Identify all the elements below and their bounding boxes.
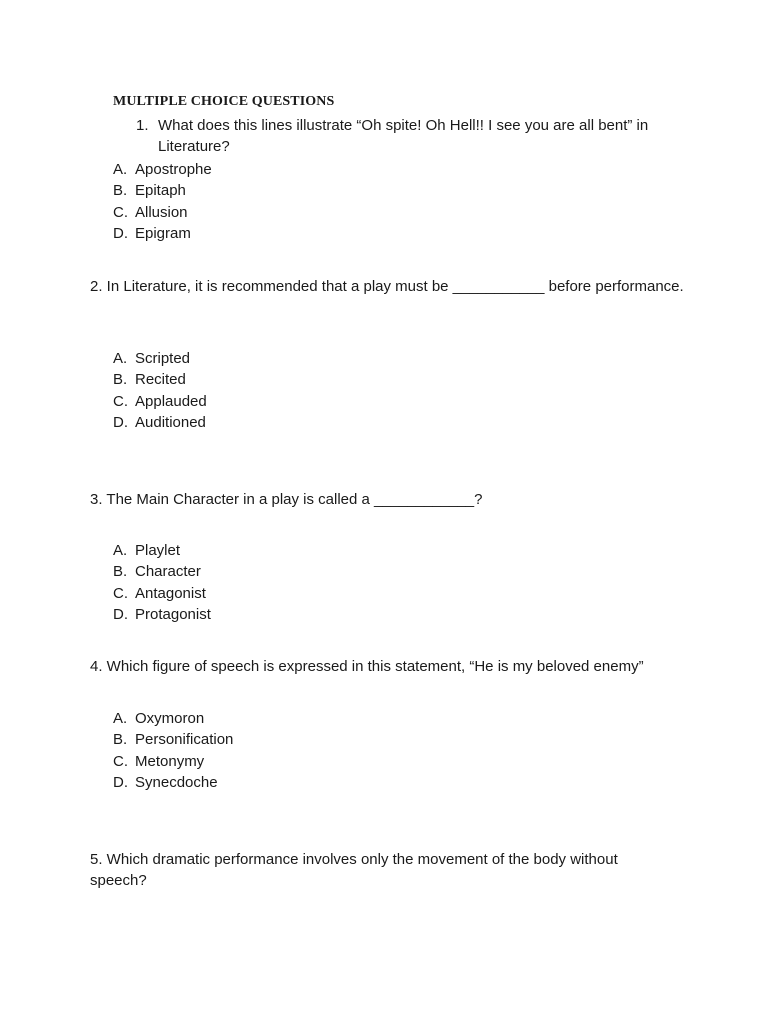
option-text: Synecdoche	[135, 773, 218, 791]
option-letter: C.	[113, 392, 128, 410]
option-letter: C.	[113, 203, 128, 221]
option-letter: B.	[113, 182, 128, 200]
option-item	[113, 202, 212, 223]
option-text: Scripted	[135, 350, 191, 367]
section-heading: MULTIPLE CHOICE QUESTIONS	[113, 94, 335, 109]
option-text: Protagonist	[135, 605, 211, 623]
option-item	[113, 412, 207, 433]
options-question-4	[113, 708, 233, 793]
option-item	[113, 391, 207, 412]
options-question-2	[113, 348, 207, 433]
option-letter: A.	[113, 710, 128, 727]
question-number: 1.	[136, 117, 149, 134]
option-item	[113, 751, 233, 772]
option-text: Playlet	[135, 542, 181, 559]
option-text: Auditioned	[135, 413, 206, 431]
option-item	[113, 348, 207, 369]
option-letter: D.	[113, 413, 128, 431]
option-item	[113, 223, 212, 244]
option-item	[113, 708, 233, 729]
option-item	[113, 540, 211, 561]
option-item	[113, 583, 211, 604]
options-question-3	[113, 540, 211, 625]
question-4: 4. Which figure of speech is expressed in this statement, “He is my beloved enemy”	[90, 658, 644, 675]
option-text: Oxymoron	[135, 710, 205, 727]
option-letter: C.	[113, 752, 128, 770]
option-text: Apostrophe	[135, 161, 212, 178]
option-item	[113, 604, 211, 625]
question-text: What does this lines illustrate “Oh spite! Oh Hell!! I see you are all bent” in Literature?	[158, 117, 649, 155]
option-text: Recited	[135, 371, 186, 389]
option-letter: D.	[113, 224, 128, 242]
option-text: Epigram	[135, 224, 191, 242]
option-letter: B.	[113, 731, 128, 749]
option-text: Epitaph	[135, 182, 186, 200]
option-letter: A.	[113, 350, 128, 367]
option-text: Character	[135, 563, 201, 581]
option-text: Allusion	[135, 203, 188, 221]
options-question-1	[113, 159, 212, 244]
option-text: Metonymy	[135, 752, 205, 770]
option-letter: A.	[113, 161, 128, 178]
question-1	[136, 115, 681, 157]
option-letter: B.	[113, 563, 128, 581]
option-text: Applauded	[135, 392, 207, 410]
question-5: 5. Which dramatic performance involves only the movement of the body without speech?	[90, 851, 618, 889]
option-item	[113, 561, 211, 582]
option-item	[113, 159, 212, 180]
option-text: Personification	[135, 731, 234, 749]
option-letter: C.	[113, 584, 128, 602]
option-item	[113, 729, 233, 750]
question-2: 2. In Literature, it is recommended that a play must be ___________ before performance.	[90, 278, 684, 295]
option-item	[113, 369, 207, 390]
option-item	[113, 772, 233, 793]
option-item	[113, 180, 212, 201]
option-letter: A.	[113, 542, 128, 559]
option-letter: B.	[113, 371, 128, 389]
option-letter: D.	[113, 773, 128, 791]
option-text: Antagonist	[135, 584, 206, 602]
question-3: 3. The Main Character in a play is called a ____________?	[90, 491, 483, 508]
option-letter: D.	[113, 605, 128, 623]
